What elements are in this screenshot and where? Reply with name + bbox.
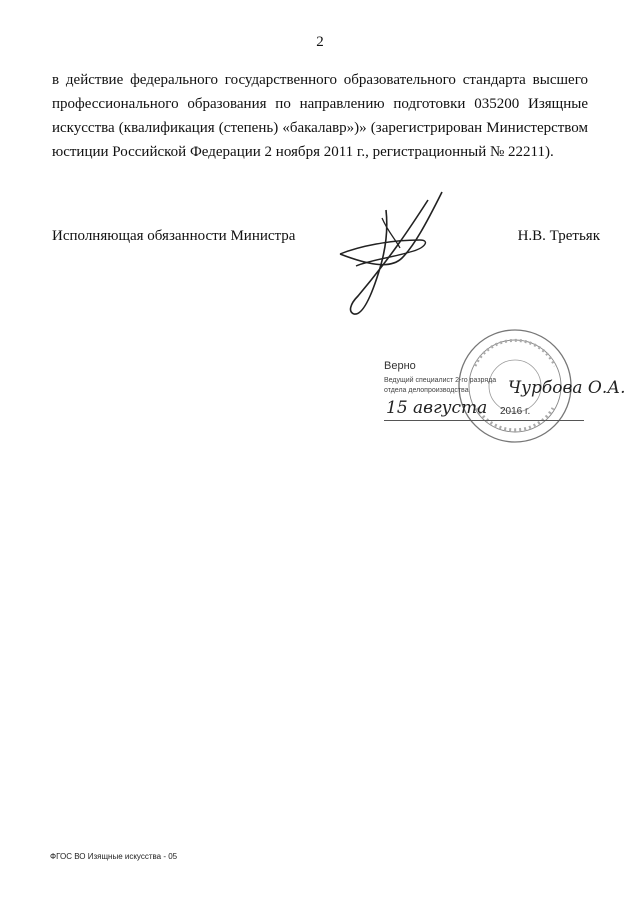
certification-block <box>370 326 626 446</box>
body-paragraph: в действие федерального государственного образовательного стандарта высшего профессионального образования по направлению подготовки 035200 Изящные искусства (квалификация (степень) «бакалавр»)» (зарегистрирован Министерством юстиции Российской Федерации 2 ноября 2011 г., регистрационный № 22211). <box>52 72 588 160</box>
certifier-position-line-1: Ведущий специалист 2-го разряда <box>384 377 497 384</box>
certification-underline <box>384 420 584 421</box>
certification-verno: Верно <box>384 360 416 372</box>
certification-date-day: 15 августа <box>386 398 488 418</box>
footer-label: ФГОС ВО Изящные искусства - 05 <box>50 852 178 861</box>
page-number: 2 <box>316 34 324 50</box>
certifier-position-line-2: отдела делопроизводства <box>384 387 469 394</box>
signature-block <box>52 228 600 252</box>
certifier-name: Чурбова О.А. <box>508 378 626 398</box>
certification-date-year: 2016 г. <box>500 406 531 417</box>
signer-title: Исполняющая обязанности Министра <box>52 228 296 244</box>
handwritten-signature <box>330 188 460 318</box>
signer-name: Н.В. Третьяк <box>517 228 600 244</box>
